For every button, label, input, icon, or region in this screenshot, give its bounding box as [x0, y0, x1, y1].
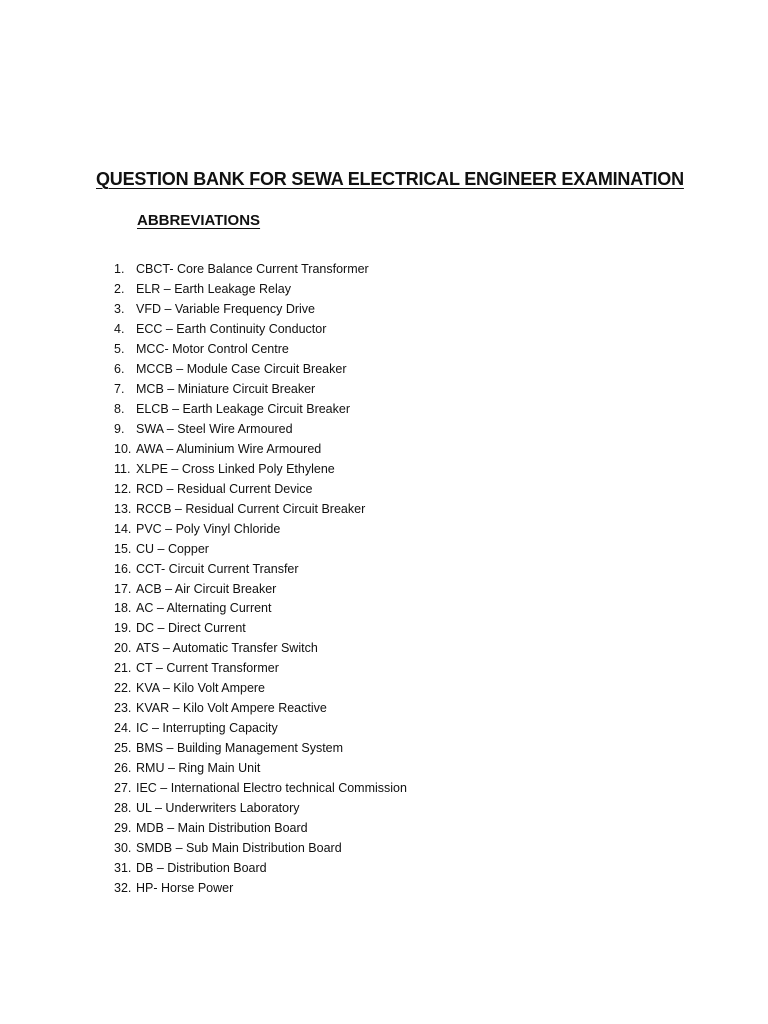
list-item-number: 6.: [114, 361, 125, 376]
list-item-number: 20.: [114, 641, 132, 656]
list-item-text: RCCB – Residual Current Circuit Breaker: [136, 501, 366, 516]
list-item-number: 25.: [114, 741, 132, 756]
list-item-number: 9.: [114, 421, 125, 436]
list-item-text: PVC – Poly Vinyl Chloride: [136, 521, 281, 536]
list-item-text: VFD – Variable Frequency Drive: [136, 301, 316, 316]
list-item-number: 16.: [114, 561, 132, 576]
list-item-text: XLPE – Cross Linked Poly Ethylene: [136, 461, 335, 476]
list-item-text: SWA – Steel Wire Armoured: [136, 421, 293, 436]
list-item-text: RMU – Ring Main Unit: [136, 761, 261, 776]
list-item-text: CCT- Circuit Current Transfer: [136, 561, 299, 576]
list-item-number: 17.: [114, 581, 132, 596]
list-item-number: 19.: [114, 621, 132, 636]
list-item-number: 24.: [114, 721, 132, 736]
list-item-number: 21.: [114, 661, 132, 676]
document-title: QUESTION BANK FOR SEWA ELECTRICAL ENGINEER EXAMINATION: [96, 169, 684, 189]
list-item-number: 28.: [114, 801, 132, 816]
list-item-number: 14.: [114, 521, 132, 536]
list-item-number: 2.: [114, 281, 125, 296]
list-item-number: 27.: [114, 781, 132, 796]
list-item-number: 10.: [114, 441, 132, 456]
list-item-text: IC – Interrupting Capacity: [136, 721, 278, 736]
list-item-text: ELR – Earth Leakage Relay: [136, 281, 291, 296]
list-item-number: 3.: [114, 301, 125, 316]
list-item-text: DC – Direct Current: [136, 621, 246, 636]
list-item-text: ATS – Automatic Transfer Switch: [136, 641, 318, 656]
list-item-number: 32.: [114, 881, 132, 896]
section-heading: ABBREVIATIONS: [137, 212, 261, 229]
list-item-text: UL – Underwriters Laboratory: [136, 801, 300, 816]
list-item-text: RCD – Residual Current Device: [136, 481, 313, 496]
list-item-text: ELCB – Earth Leakage Circuit Breaker: [136, 401, 350, 416]
list-item-text: ACB – Air Circuit Breaker: [136, 581, 277, 596]
list-item-number: 4.: [114, 321, 125, 336]
list-item-number: 22.: [114, 681, 132, 696]
list-item-text: KVAR – Kilo Volt Ampere Reactive: [136, 701, 327, 716]
list-item-text: KVA – Kilo Volt Ampere: [136, 681, 266, 696]
list-item-number: 12.: [114, 481, 132, 496]
list-item-text: AWA – Aluminium Wire Armoured: [136, 441, 322, 456]
list-item-text: BMS – Building Management System: [136, 741, 344, 756]
list-item-text: DB – Distribution Board: [136, 861, 267, 876]
list-item-text: ECC – Earth Continuity Conductor: [136, 321, 327, 336]
list-item-number: 8.: [114, 401, 125, 416]
list-item-number: 18.: [114, 601, 132, 616]
list-item-text: CT – Current Transformer: [136, 661, 279, 676]
list-item-text: MCCB – Module Case Circuit Breaker: [136, 361, 347, 376]
list-item-text: MCC- Motor Control Centre: [136, 341, 289, 356]
list-item-text: SMDB – Sub Main Distribution Board: [136, 841, 342, 856]
list-item-text: MCB – Miniature Circuit Breaker: [136, 381, 316, 396]
list-item-number: 1.: [114, 262, 125, 276]
list-item-text: AC – Alternating Current: [136, 601, 272, 616]
list-item-text: IEC – International Electro technical Commission: [136, 781, 407, 796]
list-item-number: 29.: [114, 821, 132, 836]
list-item-number: 31.: [114, 861, 132, 876]
list-item-text: CBCT- Core Balance Current Transformer: [136, 262, 369, 276]
list-item-number: 26.: [114, 761, 132, 776]
list-item-number: 23.: [114, 701, 132, 716]
list-item-text: CU – Copper: [136, 541, 209, 556]
list-item-number: 15.: [114, 541, 132, 556]
list-item-number: 13.: [114, 501, 132, 516]
list-item-text: MDB – Main Distribution Board: [136, 821, 308, 836]
list-item-number: 11.: [114, 461, 131, 476]
list-item-text: HP- Horse Power: [136, 881, 234, 896]
list-item-number: 5.: [114, 341, 125, 356]
list-item-number: 7.: [114, 381, 125, 396]
list-item-number: 30.: [114, 841, 132, 856]
